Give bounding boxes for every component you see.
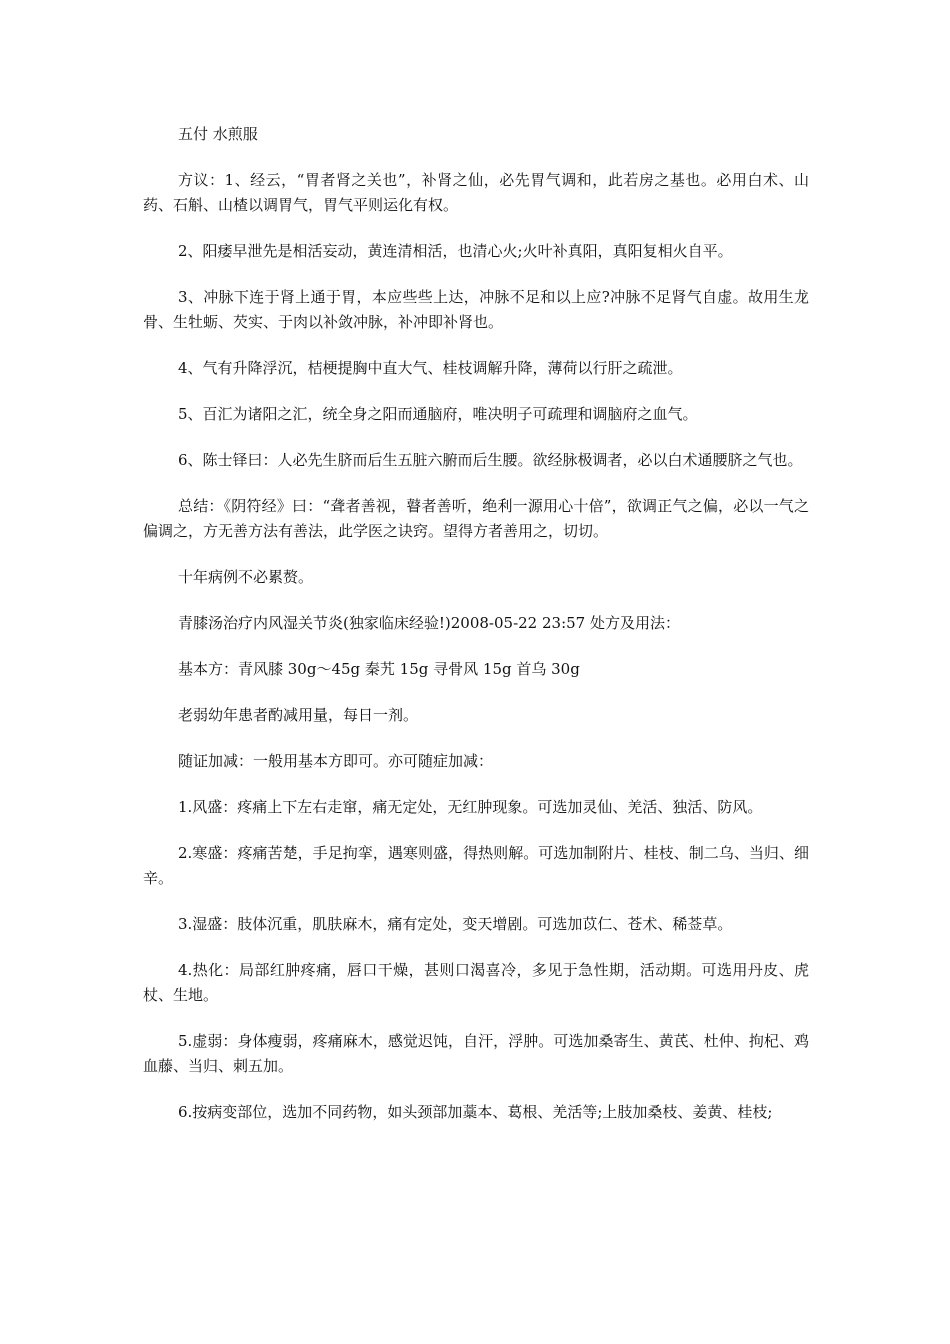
paragraph-discussion-1: 方议：1、经云，“胃者肾之关也”，补肾之仙，必先胃气调和，此若房之基也。必用白术、山药、石斛、山楂以调胃气，胃气平则运化有权。	[143, 171, 809, 214]
paragraph-article-heading: 青膝汤治疗内风湿关节炎(独家临床经验!)2008-05-22 23:57 处方及用法：	[178, 614, 680, 632]
paragraph-base-formula: 基本方：青风膝 30g～45g 秦艽 15g 寻骨风 15g 首乌 30g	[178, 660, 580, 678]
paragraph-modification-6: 6.按病变部位，选加不同药物，如头颈部加藁本、葛根、羌活等;上肢加桑枝、姜黄、桂枝;	[178, 1103, 773, 1121]
paragraph-modification-5: 5.虚弱：身体瘦弱，疼痛麻木，感觉迟饨，自汗，浮肿。可选加桑寄生、黄芪、杜仲、拘杞、鸡血藤、当归、刺五加。	[143, 1032, 809, 1075]
paragraph-dosage: 五付 水煎服	[178, 125, 258, 143]
paragraph-dosage-note: 老弱幼年患者酌减用量，每日一剂。	[178, 706, 419, 724]
paragraph-modification-1: 1.风盛：疼痛上下左右走窜，痛无定处，无红肿现象。可选加灵仙、羌活、独活、防风。	[178, 798, 763, 816]
paragraph-modification-2: 2.寒盛：疼痛苦楚，手足拘挛，遇寒则盛，得热则解。可选加制附片、桂枝、制二乌、当归、细辛。	[143, 844, 809, 887]
paragraph-modification-3: 3.湿盛：肢体沉重，肌肤麻木，痛有定处，变天增剧。可选加苡仁、苍术、稀莶草。	[178, 915, 733, 933]
paragraph-discussion-5: 5、百汇为诸阳之汇，统全身之阳而通脑府，唯决明子可疏理和调脑府之血气。	[178, 405, 698, 423]
paragraph-discussion-3: 3、冲脉下连于肾上通于胃，本应些些上达，冲脉不足和以上应?冲脉不足肾气自虚。故用生龙骨、生牡蛎、芡实、于肉以补敛冲脉，补冲即补肾也。	[143, 288, 809, 331]
paragraph-discussion-4: 4、气有升降浮沉，桔梗提胸中直大气、桂枝调解升降，薄荷以行肝之疏泄。	[178, 359, 683, 377]
paragraph-modifications-intro: 随证加减：一般用基本方即可。亦可随症加减：	[178, 752, 494, 770]
paragraph-discussion-6: 6、陈士铎曰：人必先生脐而后生五脏六腑而后生腰。欲经脉极调者，必以白术通腰脐之气也。	[178, 451, 803, 469]
paragraph-modification-4: 4.热化：局部红肿疼痛，唇口干燥，甚则口渴喜冷，多见于急性期，活动期。可选用丹皮、虎杖、生地。	[143, 961, 809, 1004]
document-body	[143, 122, 809, 1146]
paragraph-discussion-2: 2、阳痿早泄先是相活妄动，黄连清相活，也清心火;火叶补真阳，真阳复相火自平。	[178, 242, 733, 260]
paragraph-note: 十年病例不必累赘。	[178, 568, 314, 586]
paragraph-summary: 总结：《阴符经》曰：“聋者善视，瞽者善听，绝利一源用心十倍”，欲调正气之偏，必以一气之偏调之，方无善方法有善法，此学医之诀窍。望得方者善用之，切切。	[143, 497, 809, 540]
